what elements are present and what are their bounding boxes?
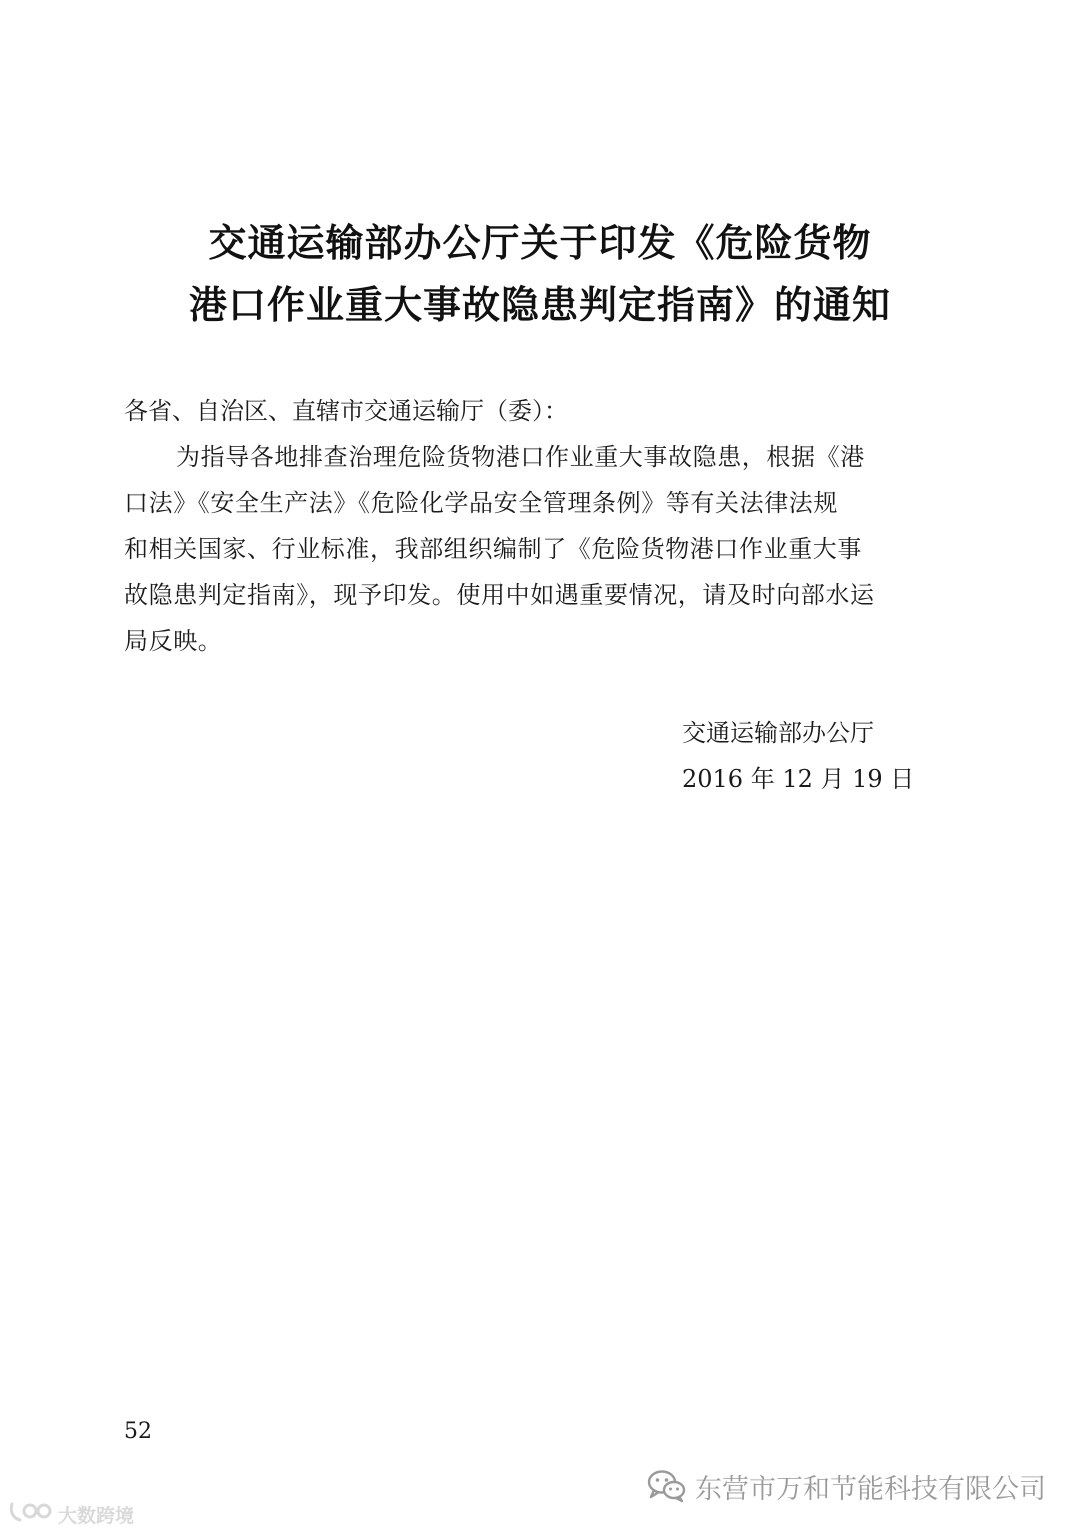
body-line: 和相关国家、行业标准，我部组织编制了《危险货物港口作业重大事 bbox=[124, 535, 862, 563]
watermark-brand: 大数跨境 bbox=[58, 1504, 135, 1527]
issuer-name: 交通运输部办公厅 bbox=[682, 719, 874, 747]
wechat-icon bbox=[647, 1469, 687, 1503]
body-line: 故隐患判定指南》，现予印发。使用中如遇重要情况，请及时向部水运 bbox=[124, 581, 875, 609]
wechat-watermark bbox=[647, 1466, 1046, 1506]
title-line-1: 交通运输部办公厅关于印发《危险货物 bbox=[208, 221, 872, 265]
title-line-2: 港口作业重大事故隐患判定指南》的通知 bbox=[188, 283, 891, 327]
issue-date: 2016 年 12 月 19 日 bbox=[682, 765, 915, 793]
watermark-company: 东营市万和节能科技有限公司 bbox=[695, 1473, 1046, 1505]
source-watermark bbox=[8, 1500, 134, 1528]
body-line: 口法》《安全生产法》《危险化学品安全管理条例》等有关法律法规 bbox=[124, 489, 838, 517]
signature-block bbox=[682, 710, 914, 802]
body-line: 局反映。 bbox=[124, 627, 223, 655]
notice-title bbox=[0, 212, 1080, 336]
body-paragraph bbox=[124, 434, 958, 664]
page-number: 52 bbox=[124, 1419, 152, 1444]
addressee: 各省、自治区、直辖市交通运输厅（委）： bbox=[124, 397, 568, 425]
body-line: 为指导各地排查治理危险货物港口作业重大事故隐患，根据《港 bbox=[176, 443, 865, 471]
logo-icon bbox=[8, 1500, 54, 1529]
